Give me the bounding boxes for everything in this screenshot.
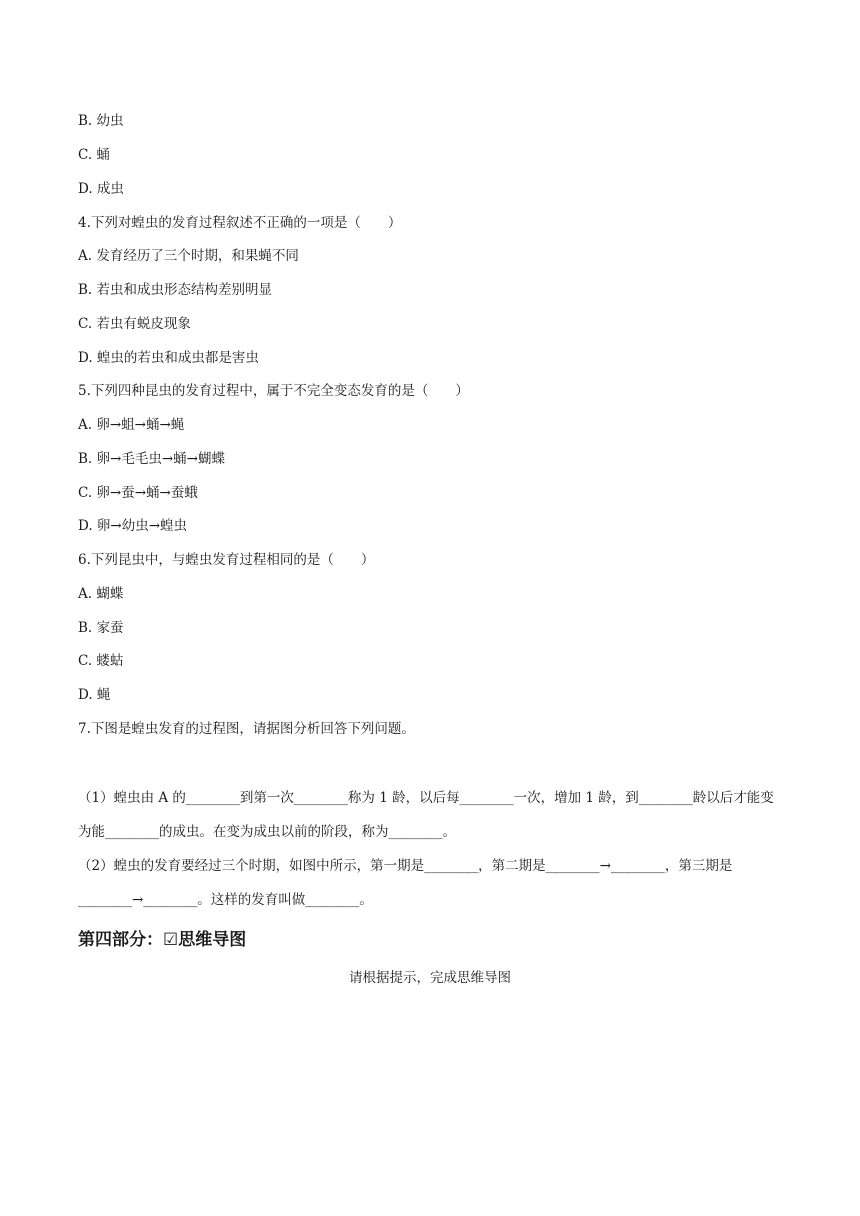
option-5d: D. 卵→幼虫→蝗虫 bbox=[78, 518, 188, 534]
option-3b: B. 幼虫 bbox=[78, 113, 124, 129]
option-4b: B. 若虫和成虫形态结构差别明显 bbox=[78, 282, 273, 298]
option-4d: D. 蝗虫的若虫和成虫都是害虫 bbox=[78, 350, 259, 366]
option-5a: A. 卵→蛆→蛹→蝇 bbox=[78, 417, 185, 433]
option-4a: A. 发育经历了三个时期，和果蝇不同 bbox=[78, 248, 299, 264]
option-4c: C. 若虫有蜕皮现象 bbox=[78, 316, 191, 332]
option-6a: A. 蝴蝶 bbox=[78, 586, 124, 602]
question-7: 7.下图是蝗虫发育的过程图，请据图分析回答下列问题。 bbox=[78, 721, 415, 737]
question-4: 4.下列对蝗虫的发育过程叙述不正确的一项是（ ） bbox=[78, 215, 402, 231]
option-5c: C. 卵→蚕→蛹→蚕蛾 bbox=[78, 485, 198, 501]
mind-map-instruction: 请根据提示，完成思维导图 bbox=[349, 970, 511, 986]
question-7-part-1: （1）蝗虫由 A 的________到第一次________称为 1 龄，以后每________一次，增加 1 龄，到________龄以后才能变为能________的成虫。在变为成虫以前的阶段，称为________。 bbox=[78, 790, 774, 840]
question-7-part-2: （2）蝗虫的发育要经过三个时期，如图中所示，第一期是________，第二期是________→________，第三期是________→________。这样的发育叫做________。 bbox=[78, 858, 733, 908]
section-heading: 第四部分：☑思维导图 bbox=[78, 930, 247, 950]
option-5b: B. 卵→毛毛虫→蛹→蝴蝶 bbox=[78, 451, 225, 467]
question-5: 5.下列四种昆虫的发育过程中，属于不完全变态发育的是（ ） bbox=[78, 383, 469, 399]
option-6c: C. 蝼蛄 bbox=[78, 653, 124, 669]
option-3d: D. 成虫 bbox=[78, 181, 124, 197]
option-3c: C. 蛹 bbox=[78, 147, 110, 163]
option-6d: D. 蝇 bbox=[78, 687, 111, 703]
question-6: 6.下列昆虫中，与蝗虫发育过程相同的是（ ） bbox=[78, 552, 375, 568]
option-6b: B. 家蚕 bbox=[78, 620, 124, 636]
